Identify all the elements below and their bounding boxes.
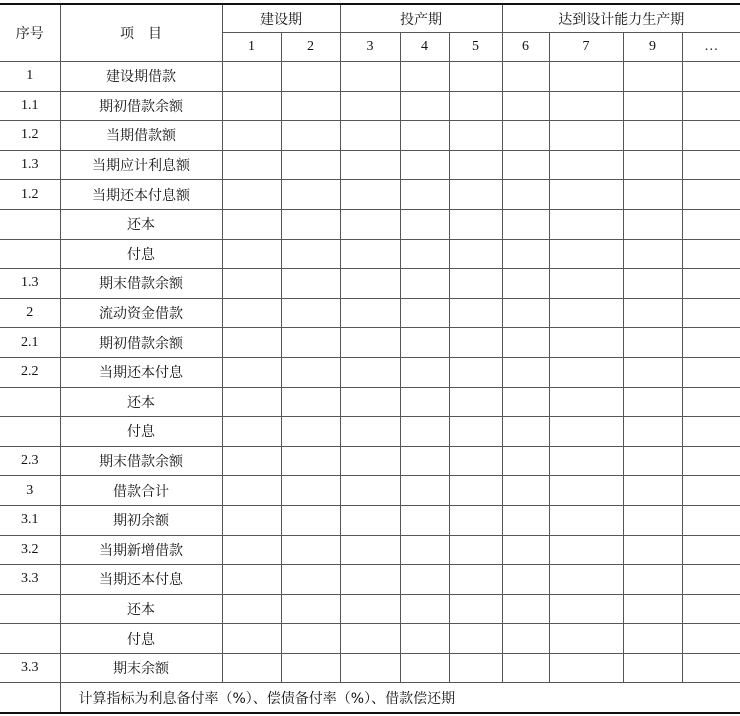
value-cell bbox=[502, 505, 549, 535]
value-cell bbox=[549, 298, 623, 328]
value-cell bbox=[449, 565, 502, 595]
value-cell bbox=[222, 565, 281, 595]
row-item: 付息 bbox=[60, 239, 222, 269]
value-cell bbox=[502, 446, 549, 476]
value-cell bbox=[623, 328, 682, 358]
row-seq bbox=[0, 239, 60, 269]
value-cell bbox=[549, 150, 623, 180]
group-construction: 建设期 bbox=[222, 4, 340, 33]
value-cell bbox=[623, 209, 682, 239]
table-row bbox=[0, 594, 740, 624]
row-item: 期末余额 bbox=[60, 653, 222, 683]
value-cell bbox=[682, 298, 740, 328]
value-cell bbox=[400, 91, 449, 121]
value-cell bbox=[502, 535, 549, 565]
table-row bbox=[0, 91, 740, 121]
table-row bbox=[0, 476, 740, 506]
table-row bbox=[0, 239, 740, 269]
value-cell bbox=[222, 328, 281, 358]
value-cell bbox=[222, 653, 281, 683]
period-header: 4 bbox=[400, 33, 449, 62]
value-cell bbox=[340, 357, 400, 387]
row-seq bbox=[0, 417, 60, 447]
row-seq: 3.2 bbox=[0, 535, 60, 565]
period-header: 7 bbox=[549, 33, 623, 62]
row-seq: 2.1 bbox=[0, 328, 60, 358]
row-seq bbox=[0, 209, 60, 239]
footnote-text: 计算指标为利息备付率（%）、偿债备付率（%）、借款偿还期 bbox=[60, 683, 740, 713]
value-cell bbox=[549, 180, 623, 210]
value-cell bbox=[502, 387, 549, 417]
value-cell bbox=[682, 121, 740, 151]
row-seq bbox=[0, 624, 60, 654]
value-cell bbox=[682, 239, 740, 269]
table-row bbox=[0, 62, 740, 92]
table-body bbox=[0, 62, 740, 714]
value-cell bbox=[549, 121, 623, 151]
value-cell bbox=[549, 594, 623, 624]
value-cell bbox=[682, 653, 740, 683]
value-cell bbox=[281, 387, 340, 417]
value-cell bbox=[682, 624, 740, 654]
seq-header: 序号 bbox=[0, 4, 60, 62]
value-cell bbox=[281, 328, 340, 358]
value-cell bbox=[449, 594, 502, 624]
value-cell bbox=[222, 209, 281, 239]
value-cell bbox=[682, 417, 740, 447]
value-cell bbox=[682, 91, 740, 121]
value-cell bbox=[340, 535, 400, 565]
value-cell bbox=[222, 239, 281, 269]
value-cell bbox=[281, 357, 340, 387]
value-cell bbox=[502, 328, 549, 358]
value-cell bbox=[340, 180, 400, 210]
row-item: 建设期借款 bbox=[60, 62, 222, 92]
row-seq: 2.3 bbox=[0, 446, 60, 476]
value-cell bbox=[222, 446, 281, 476]
value-cell bbox=[400, 357, 449, 387]
value-cell bbox=[281, 239, 340, 269]
value-cell bbox=[449, 209, 502, 239]
value-cell bbox=[549, 387, 623, 417]
value-cell bbox=[400, 269, 449, 299]
value-cell bbox=[549, 269, 623, 299]
value-cell bbox=[281, 91, 340, 121]
row-item: 期初借款余额 bbox=[60, 91, 222, 121]
value-cell bbox=[623, 387, 682, 417]
row-seq: 1.1 bbox=[0, 91, 60, 121]
value-cell bbox=[340, 121, 400, 151]
table-row bbox=[0, 298, 740, 328]
value-cell bbox=[222, 150, 281, 180]
row-seq: 2 bbox=[0, 298, 60, 328]
row-item: 期初余额 bbox=[60, 505, 222, 535]
table-row bbox=[0, 624, 740, 654]
header-row-groups bbox=[0, 4, 740, 33]
value-cell bbox=[623, 535, 682, 565]
value-cell bbox=[502, 594, 549, 624]
value-cell bbox=[502, 298, 549, 328]
value-cell bbox=[682, 269, 740, 299]
value-cell bbox=[340, 387, 400, 417]
value-cell bbox=[549, 505, 623, 535]
value-cell bbox=[340, 476, 400, 506]
value-cell bbox=[400, 180, 449, 210]
row-seq: 1 bbox=[0, 62, 60, 92]
value-cell bbox=[281, 150, 340, 180]
row-seq: 1.3 bbox=[0, 150, 60, 180]
row-item: 还本 bbox=[60, 209, 222, 239]
value-cell bbox=[449, 91, 502, 121]
value-cell bbox=[549, 535, 623, 565]
value-cell bbox=[449, 269, 502, 299]
value-cell bbox=[502, 565, 549, 595]
value-cell bbox=[281, 476, 340, 506]
row-item: 期初借款余额 bbox=[60, 328, 222, 358]
value-cell bbox=[623, 239, 682, 269]
row-seq: 1.2 bbox=[0, 180, 60, 210]
value-cell bbox=[400, 653, 449, 683]
table-row bbox=[0, 150, 740, 180]
value-cell bbox=[281, 624, 340, 654]
value-cell bbox=[502, 121, 549, 151]
value-cell bbox=[449, 624, 502, 654]
value-cell bbox=[502, 269, 549, 299]
value-cell bbox=[623, 476, 682, 506]
value-cell bbox=[623, 446, 682, 476]
value-cell bbox=[340, 91, 400, 121]
value-cell bbox=[400, 476, 449, 506]
value-cell bbox=[400, 624, 449, 654]
value-cell bbox=[549, 624, 623, 654]
value-cell bbox=[340, 417, 400, 447]
table-row bbox=[0, 387, 740, 417]
value-cell bbox=[340, 269, 400, 299]
row-seq bbox=[0, 594, 60, 624]
value-cell bbox=[400, 565, 449, 595]
value-cell bbox=[400, 417, 449, 447]
value-cell bbox=[222, 476, 281, 506]
value-cell bbox=[281, 565, 340, 595]
table-row bbox=[0, 505, 740, 535]
value-cell bbox=[281, 505, 340, 535]
row-seq: 3 bbox=[0, 476, 60, 506]
row-item: 当期应计利息额 bbox=[60, 150, 222, 180]
value-cell bbox=[682, 476, 740, 506]
value-cell bbox=[682, 594, 740, 624]
value-cell bbox=[549, 653, 623, 683]
row-item: 还本 bbox=[60, 594, 222, 624]
value-cell bbox=[222, 417, 281, 447]
value-cell bbox=[281, 121, 340, 151]
row-item: 期末借款余额 bbox=[60, 446, 222, 476]
value-cell bbox=[400, 121, 449, 151]
value-cell bbox=[222, 594, 281, 624]
table-row bbox=[0, 535, 740, 565]
value-cell bbox=[682, 446, 740, 476]
value-cell bbox=[502, 653, 549, 683]
value-cell bbox=[549, 62, 623, 92]
value-cell bbox=[623, 269, 682, 299]
row-item: 当期新增借款 bbox=[60, 535, 222, 565]
period-header: 1 bbox=[222, 33, 281, 62]
value-cell bbox=[400, 535, 449, 565]
value-cell bbox=[340, 505, 400, 535]
value-cell bbox=[449, 62, 502, 92]
value-cell bbox=[682, 535, 740, 565]
group-full-production: 达到设计能力生产期 bbox=[502, 4, 740, 33]
value-cell bbox=[281, 180, 340, 210]
period-header: 6 bbox=[502, 33, 549, 62]
value-cell bbox=[549, 91, 623, 121]
row-seq: 1.2 bbox=[0, 121, 60, 151]
value-cell bbox=[222, 62, 281, 92]
value-cell bbox=[400, 150, 449, 180]
value-cell bbox=[222, 180, 281, 210]
value-cell bbox=[281, 446, 340, 476]
value-cell bbox=[682, 505, 740, 535]
row-item: 流动资金借款 bbox=[60, 298, 222, 328]
value-cell bbox=[340, 298, 400, 328]
item-header: 项 目 bbox=[60, 4, 222, 62]
table-row bbox=[0, 121, 740, 151]
group-commissioning: 投产期 bbox=[340, 4, 502, 33]
row-item: 还本 bbox=[60, 387, 222, 417]
value-cell bbox=[340, 209, 400, 239]
value-cell bbox=[449, 446, 502, 476]
value-cell bbox=[281, 594, 340, 624]
value-cell bbox=[340, 624, 400, 654]
value-cell bbox=[623, 180, 682, 210]
value-cell bbox=[623, 150, 682, 180]
value-cell bbox=[400, 387, 449, 417]
value-cell bbox=[682, 62, 740, 92]
value-cell bbox=[340, 446, 400, 476]
footnote-row bbox=[0, 683, 740, 713]
value-cell bbox=[449, 328, 502, 358]
value-cell bbox=[682, 387, 740, 417]
value-cell bbox=[549, 446, 623, 476]
value-cell bbox=[549, 417, 623, 447]
row-seq bbox=[0, 387, 60, 417]
value-cell bbox=[623, 594, 682, 624]
row-item: 当期还本付息 bbox=[60, 357, 222, 387]
value-cell bbox=[623, 505, 682, 535]
value-cell bbox=[281, 417, 340, 447]
value-cell bbox=[502, 62, 549, 92]
value-cell bbox=[340, 328, 400, 358]
value-cell bbox=[340, 653, 400, 683]
period-header: … bbox=[682, 33, 740, 62]
row-item: 当期借款额 bbox=[60, 121, 222, 151]
value-cell bbox=[222, 269, 281, 299]
value-cell bbox=[400, 446, 449, 476]
row-seq: 1.3 bbox=[0, 269, 60, 299]
value-cell bbox=[400, 62, 449, 92]
table-row bbox=[0, 565, 740, 595]
value-cell bbox=[281, 269, 340, 299]
table-row bbox=[0, 269, 740, 299]
value-cell bbox=[449, 298, 502, 328]
value-cell bbox=[623, 653, 682, 683]
value-cell bbox=[549, 476, 623, 506]
value-cell bbox=[549, 357, 623, 387]
value-cell bbox=[449, 476, 502, 506]
table-row bbox=[0, 357, 740, 387]
value-cell bbox=[623, 62, 682, 92]
value-cell bbox=[449, 357, 502, 387]
table-row bbox=[0, 446, 740, 476]
value-cell bbox=[682, 209, 740, 239]
value-cell bbox=[340, 62, 400, 92]
row-item: 付息 bbox=[60, 417, 222, 447]
value-cell bbox=[549, 565, 623, 595]
value-cell bbox=[400, 505, 449, 535]
value-cell bbox=[222, 505, 281, 535]
value-cell bbox=[682, 180, 740, 210]
value-cell bbox=[222, 298, 281, 328]
value-cell bbox=[449, 387, 502, 417]
row-seq: 3.3 bbox=[0, 565, 60, 595]
value-cell bbox=[502, 180, 549, 210]
value-cell bbox=[623, 91, 682, 121]
value-cell bbox=[222, 535, 281, 565]
value-cell bbox=[623, 121, 682, 151]
period-header: 3 bbox=[340, 33, 400, 62]
value-cell bbox=[400, 209, 449, 239]
table-row bbox=[0, 328, 740, 358]
value-cell bbox=[682, 357, 740, 387]
value-cell bbox=[222, 387, 281, 417]
period-header: 2 bbox=[281, 33, 340, 62]
value-cell bbox=[449, 417, 502, 447]
value-cell bbox=[281, 209, 340, 239]
row-item: 期末借款余额 bbox=[60, 269, 222, 299]
value-cell bbox=[400, 594, 449, 624]
table-row bbox=[0, 180, 740, 210]
value-cell bbox=[502, 209, 549, 239]
row-item: 付息 bbox=[60, 624, 222, 654]
value-cell bbox=[502, 357, 549, 387]
value-cell bbox=[281, 535, 340, 565]
period-header: 5 bbox=[449, 33, 502, 62]
value-cell bbox=[623, 298, 682, 328]
value-cell bbox=[502, 624, 549, 654]
row-seq: 3.3 bbox=[0, 653, 60, 683]
value-cell bbox=[222, 624, 281, 654]
loan-repayment-table bbox=[0, 3, 740, 714]
value-cell bbox=[549, 209, 623, 239]
value-cell bbox=[340, 594, 400, 624]
value-cell bbox=[222, 121, 281, 151]
table-row bbox=[0, 209, 740, 239]
value-cell bbox=[281, 653, 340, 683]
period-header: 9 bbox=[623, 33, 682, 62]
value-cell bbox=[281, 298, 340, 328]
value-cell bbox=[682, 150, 740, 180]
value-cell bbox=[549, 239, 623, 269]
value-cell bbox=[502, 239, 549, 269]
row-item: 当期还本付息 bbox=[60, 565, 222, 595]
value-cell bbox=[449, 121, 502, 151]
value-cell bbox=[340, 565, 400, 595]
row-seq: 2.2 bbox=[0, 357, 60, 387]
value-cell bbox=[449, 535, 502, 565]
value-cell bbox=[449, 653, 502, 683]
value-cell bbox=[623, 357, 682, 387]
table-row bbox=[0, 653, 740, 683]
value-cell bbox=[400, 298, 449, 328]
value-cell bbox=[502, 417, 549, 447]
value-cell bbox=[449, 239, 502, 269]
value-cell bbox=[449, 505, 502, 535]
value-cell bbox=[222, 357, 281, 387]
value-cell bbox=[682, 565, 740, 595]
value-cell bbox=[623, 565, 682, 595]
value-cell bbox=[449, 150, 502, 180]
value-cell bbox=[502, 91, 549, 121]
value-cell bbox=[400, 239, 449, 269]
value-cell bbox=[340, 239, 400, 269]
value-cell bbox=[340, 150, 400, 180]
value-cell bbox=[400, 328, 449, 358]
row-item: 当期还本付息额 bbox=[60, 180, 222, 210]
value-cell bbox=[449, 180, 502, 210]
table-row bbox=[0, 417, 740, 447]
value-cell bbox=[281, 62, 340, 92]
value-cell bbox=[623, 417, 682, 447]
value-cell bbox=[682, 328, 740, 358]
value-cell bbox=[502, 150, 549, 180]
row-item: 借款合计 bbox=[60, 476, 222, 506]
value-cell bbox=[502, 476, 549, 506]
row-seq: 3.1 bbox=[0, 505, 60, 535]
value-cell bbox=[623, 624, 682, 654]
footnote-seq-cell bbox=[0, 683, 60, 713]
value-cell bbox=[222, 91, 281, 121]
value-cell bbox=[549, 328, 623, 358]
